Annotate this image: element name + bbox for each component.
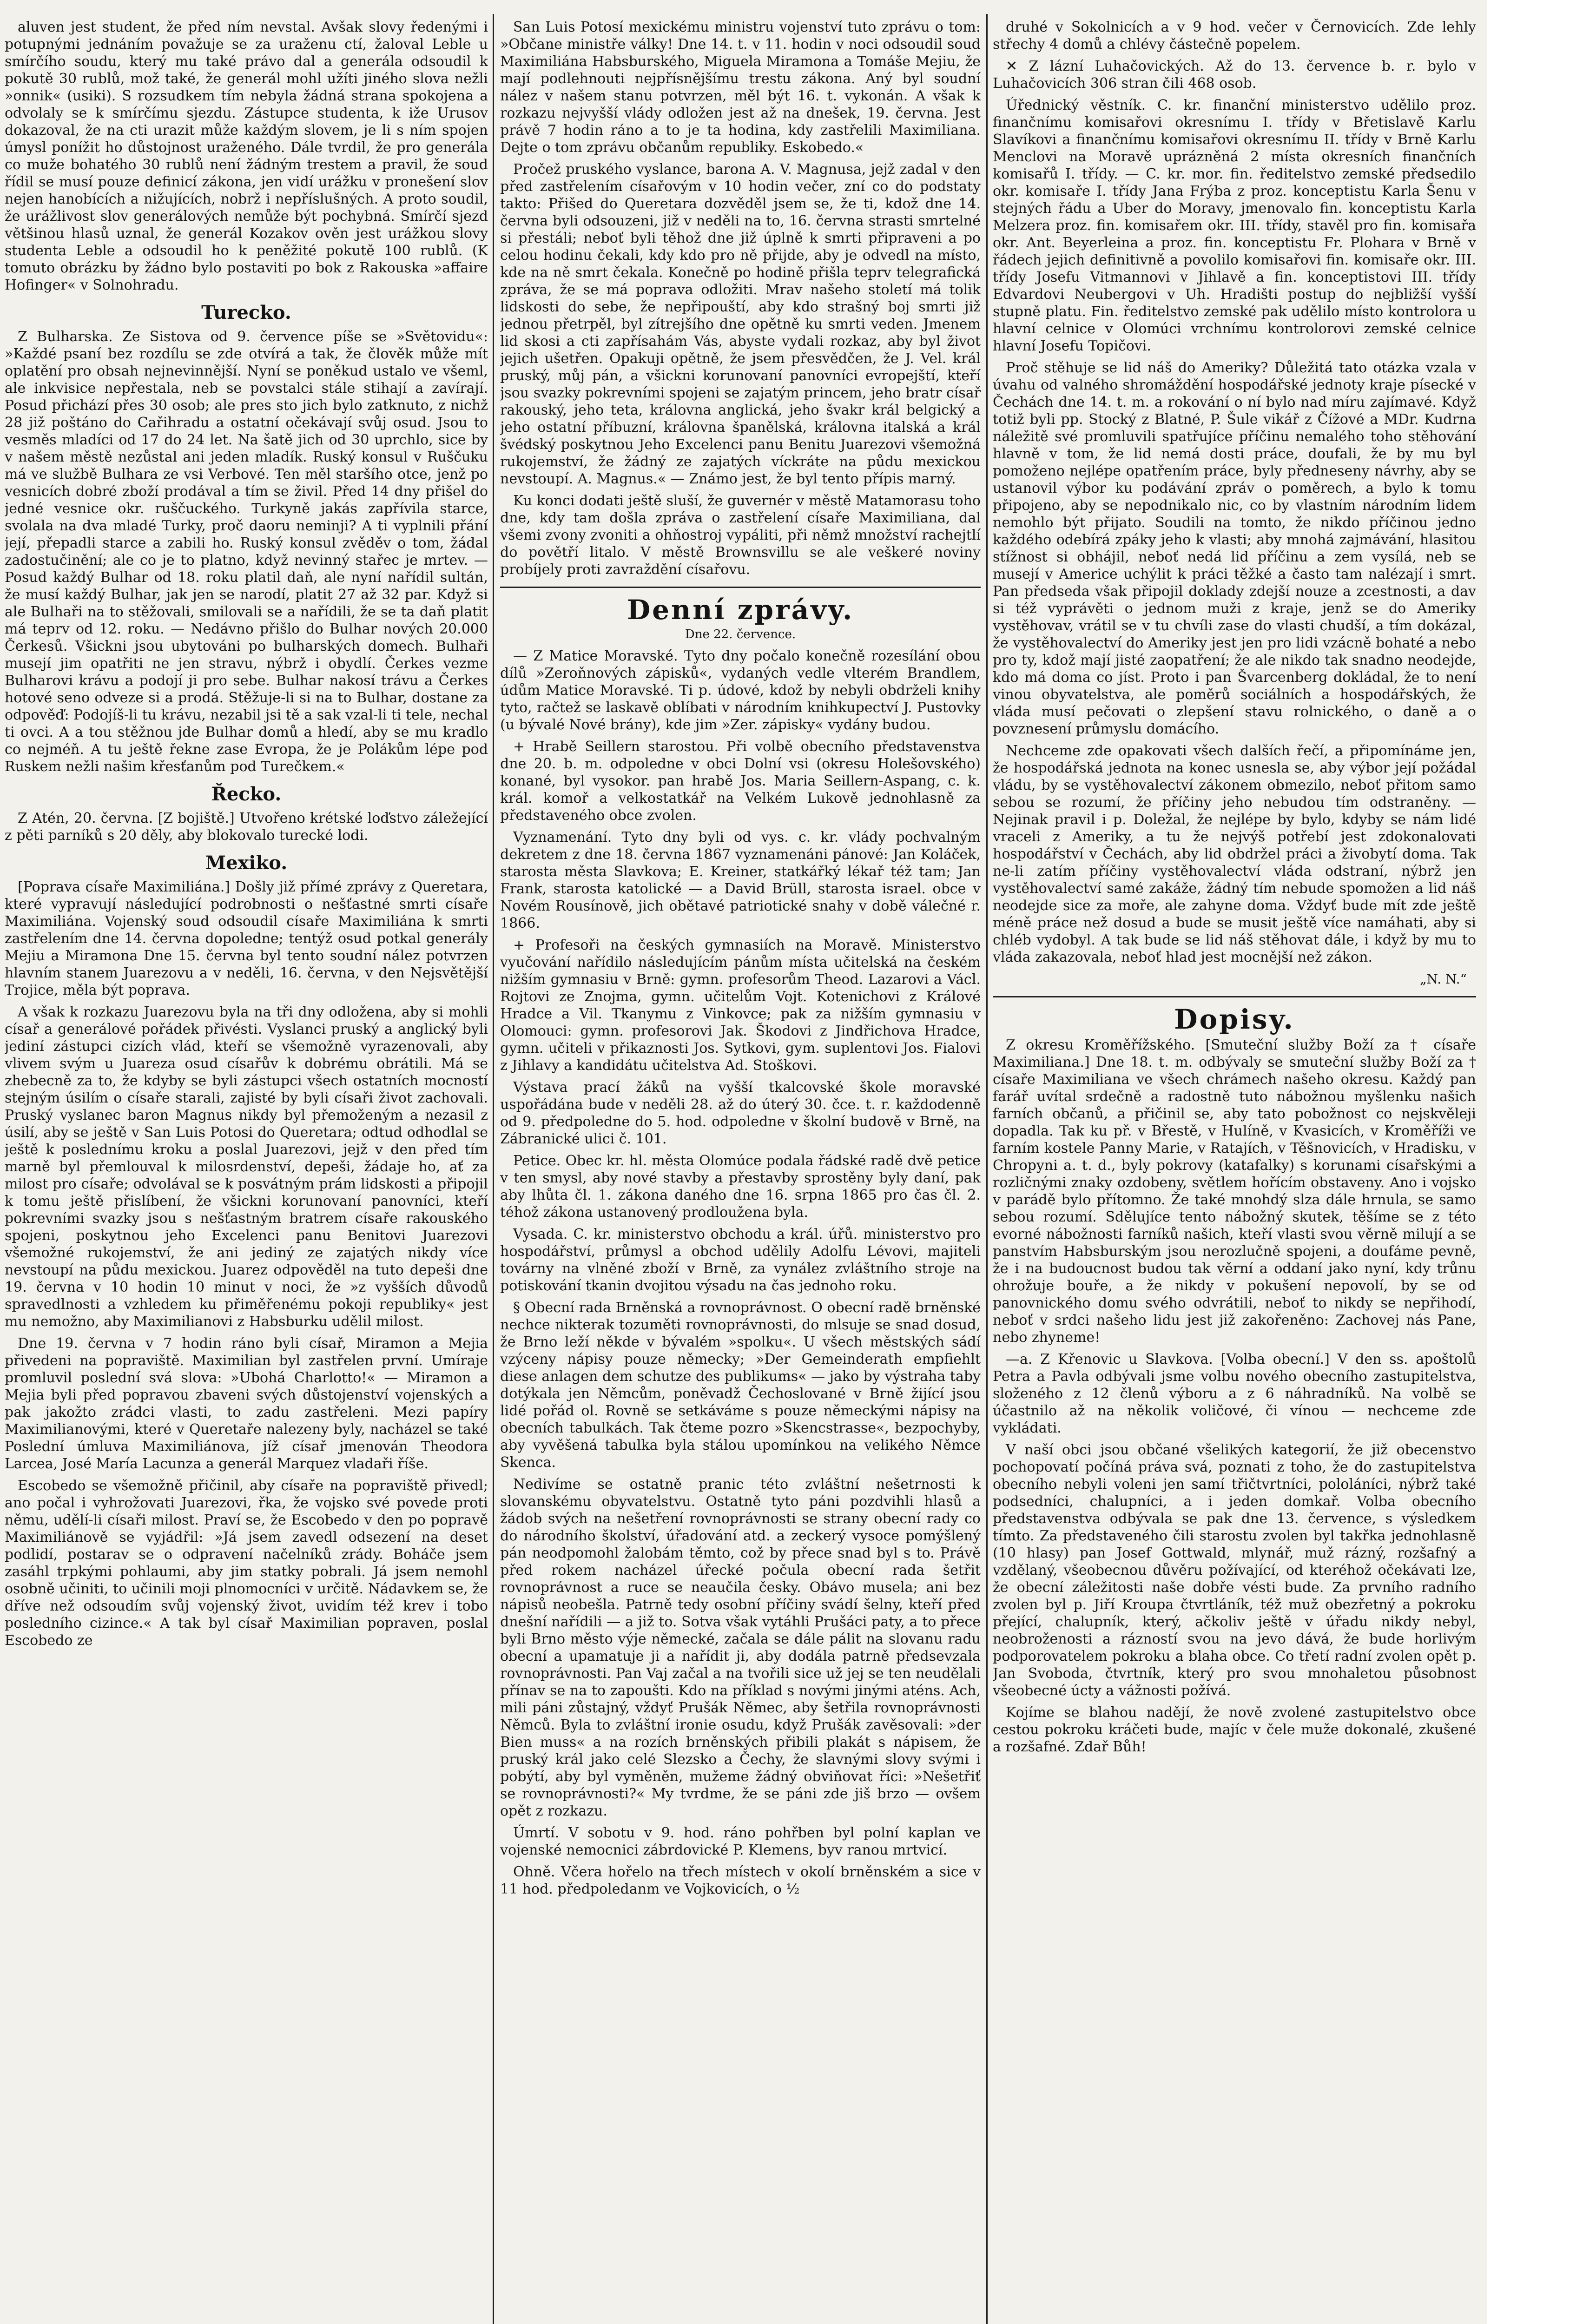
article-signature: „N. N.“	[1420, 971, 1467, 987]
section-heading-letters: Dopisy.	[993, 996, 1476, 1035]
section-date: Dne 22. července.	[685, 627, 796, 641]
news-emigration-cont: Nechceme zde opakovati všech dalších řečí, a připomínáme jen, že hospodářská jednota na konec usnesla se, aby výbor její požádal vládu, by se vystěhovalectví zákonem obmezilo, neboť přitom samo sebou se rozumí, že příčiny jeho nebudou tím odstraněny. — Nejinak pravil i p. Doležal, že nejlépe by bylo, kdyby se nám lidé vraceli z Ameriky, a tu že nejvýš potřebí jest zdokonalovati hospodářství v Čechách, aby lid obdržel práci a živobytí doma. Tak ne-li zatím příčiny vystěhovalectví vláda odstraní, nýbrž jen vystěhovalectví samé zakáže, žádný tím nebude spomožen a lid náš neodejde sice za moře, ale zahyne doma. Vždyť bude mít zde ještě méně práce než dosud a bude se musit ještě více namáhati, aby si chléb vydobyl. A tak bude se lid náš stěhovat dále, i když by mu to vláda zakazovala, neboť hlad jest mocnější než zákon.	[993, 743, 1476, 965]
news-exhibition: Výstava prací žáků na vyšší tkalcovské škole moravské uspořádána bude v neděli 28. až do úterý 30. čce. t. r. každodenně od 9. předpoledne do 5. hod. odpoledne v školní budově v Brně, na Zábranické ulici č. 101.	[500, 1079, 981, 1147]
paragraph-athens: Z Atén, 20. června. [Z bojiště.] Utvořeno krétské loďstvo záležející z pěti parníků s 20 děly, aby blokovalo turecké lodi.	[5, 810, 488, 844]
paragraph-execution-day: Dne 19. června v 7 hodin ráno byli císař, Miramon a Mejia přivedeni na popraviště. Maximilian byl zastřelen první. Umíraje promluvil poslední svá slova: »Ubohá Charlotto!« — Miramon a Mejia byli před popravou zbaveni svých důstojenství vojenských a pak jakožto zrádci vlasti, to zadu zastřeleni. Mezi papíry Maximilianovými, které v Queretaře nalezeny byly, nacházel se také Poslední úmluva Maximiliánova, jíž císař jmenován Theodora Larcea, José María Lacunza a generál Marquez vladaři říše.	[5, 1335, 488, 1472]
news-matice-moravska: — Z Matice Moravské. Tyto dny počalo konečně rozesílání obou dílů »Zeroňnových zápisků«, vydaných vedle vlterém Brandlem, údům Matice Moravské. Ti p. údové, kdož by nebyli obdrželi knihy tyto, račtež se laskavě oblíbati v národním knihkupectví J. Pustovky (u bývalé Nové brány), kde jim »Zer. zápisky« vydány budou.	[500, 648, 981, 733]
letter-krenovice-closing: Kojíme se blahou nadějí, že nově zvolené zastupitelstvo obce cestou pokroku kráčeti bude, majíc v čele muže dokonalé, zkušené a rozšafné. Zdař Bůh!	[993, 1704, 1476, 1755]
section-heading-daily-news: Denní zprávy.	[500, 587, 981, 625]
news-count-seillern: + Hrabě Seillern starostou. Při volbě obecního představenstva dne 20. b. m. odpoledne v obci Dolní vsi (okresu Holešovského) konané, byl vysokor. pan hrabě Jos. Maria Seillern-Aspang, c. k. král. komoř a velkostatkář na Velkém Lukově jednohlasně za představeného obce zvolen.	[500, 739, 981, 824]
column-divider-2	[986, 14, 988, 2324]
news-emigration: Proč stěhuje se lid náš do Ameriky? Důležitá tato otázka vzala v úvahu od valného shromáždění hospodářské jednoty kraje písecké v Čechách dne 14. t. m. a rokování o ní bylo nad míru zajímavé. Když totiž byli pp. Stocký z Blatné, P. Šule vikář z Čížové a MDr. Kudrna náležitě své promluvili spatřujíce příčinu nemalého toho stěhování hlavně v tom, že lid nemá dosti práce, doufali, že by mu byl pomoženo nejlépe opatřením práce, byly předneseny návrhy, aby se ustanovil výbor ku podávání zpráv o poměrech, a bylo k tomu připojeno, aby se nepodnikalo nic, co by vlastním národním lidem nemohlo být přijato. Soudili na tomto, že nikdo příčinou jedno každého odebírá zpáky jeho k vlasti; aby mnohá zajmávání, hlasitou stížnost si obhájil, neboť nedá lid příčinu a zem vysílá, neb se musejí v Americe uchýlit k práci těžké a často tam nalézají i smrt. Pan předseda však připojil doklady zdejší nouze a zcestnosti, a dav si též vyprávěti o jednom muži z kraje, jenž se do Ameriky vystěhovav, vrátil se v tu chvíli zase do vlasti chudší, a tím dokázal, že vystěhovalectví do Ameriky jest jen pro lidi vzácně bohaté a nebo pro ty, kdož mají jisté zaopatření; že ale nikdo tak snadno neodejde, kdo má doma co jíst. Proto i pan Švarcenberg dokládal, že to není vinou obyvatelstva, ale poměrů sociálních a hospodářských, že vláda musí pečovati o zlepšení stavu rolnického, o daně a o povznesení průmyslu domácího.	[993, 360, 1476, 737]
section-heading-mexico: Mexiko.	[205, 852, 288, 874]
paragraph-escobedo: Escobedo se všemožně přičinil, aby císaře na popraviště přivedl; ano počal i vyhrožovati Juarezovi, řka, že vojsko své povede proti němu, udělí-li císaři milost. Praví se, že Escobedo v den po popravě Maximiliánově se vyjádřil: »Já jsem zavedl odsezení na deset podlidí, postarav se o odpravení načelníků zrády. Boháče jsem zasáhl trpkými pohlaumi, aby jim statky pobrali. Já jsem nemohl osobně učiniti, to učinili moji plnomocníci v určitě. Nádavkem se, že dříve než odsoudím svůj vojenský život, uvidím též krev i tobo posledního cizince.« A tak byl císař Maximilian popraven, poslal Escobedo ze	[5, 1478, 488, 1649]
column-divider-1	[493, 14, 494, 2324]
news-brno-council: § Obecní rada Brněnská a rovnoprávnost. O obecní radě brněnské nechce nikterak tozuměti rovnoprávnosti, do mlsuje se snad dosud, že Brno leží někde v bývalém »spolku«. U všech městských sádí vzýceny nápisy pouze německy; »Der Gemeinderath empfiehlt diese anlagen dem schutze des publikums« — jako by výstraha taby dotýkala jen Němcům, poněvadž Čechoslované v Brně žijící jsou lidé pořád ol. Rovně se setkáváme s pouze německými nápisy na obecních tabulkách. Tak čteme pozro »Skencstrasse«, bezpochyby, aby vyvěšená tabulka byla stálou upomínkou na velikého Němce Skenca.	[500, 1300, 981, 1471]
news-luhacovice: ✕ Z lázní Luhačovických. Až do 13. července b. r. bylo v Luhačovicích 306 stran čili 468 osob.	[993, 58, 1476, 92]
column-3	[993, 19, 1476, 2324]
paragraph-student-insult: aluven jest student, že před ním nevstal. Avšak slovy ředenými i potupnými jednáním považuje se za uraženu ctí, žaloval Leble u smírčího soudu, který mu také právo dal a generála odsoudil k pokutě 30 rublů, mož také, že generál mohl užíti jiného slova nežli »onnik« (usiki). S rozsudkem tím nebyla žádná strana spokojena a odvolaly se k smírčímu sjezdu. Zástupce studenta, k iže Urusov dokazoval, že na cti urazit může každým slovem, je li s ním spojen úmysl ponížit ho důstojnost uraženého. Dále tvrdil, že pro generála co muže bohatého 30 rublů není žádným trestem a pravil, že soud řídil se musí pouze definicí zákona, jen vidí urážku v pronešení slov nejen hanobících a nižujících, nobrž i nepříslušných. A proto soudil, že urážlivost slov generálových nemůže být pochybná. Smírčí sjezd většinou hlasů uznal, že generál Kozakov ověn jest urážkou slovy studenta Leble a odsoudil ho k peněžité pokutě 100 rublů. (K tomuto obrázku by žádno bylo postaviti po bok z Rakouska »affaire Hofinger« v Solnohradu.	[5, 19, 488, 293]
column-2	[500, 19, 981, 2324]
letter-kromeriz: Z okresu Kroměřížského. [Smuteční služby Boží za † císaře Maximiliana.] Dne 18. t. m. odbývaly se smuteční služby Boží za † císaře Maximiliana ve všech chrámech našeho okresu. Každý pan farář uvítal srdečně a radostně tuto nábožnou myšlenku našich farních občanů, a přičinil se, aby tato pobožnost co nejskvěleji dopadla. Tak ku př. v Břestě, v Hulíně, v Kvasicích, v Kroměříži ve farním kostele Panny Marie, v Ratajích, v Těšnovicích, v Hradisku, v Chropyni a. t. d., byly pokrovy (katafalky) s korunami císařskými a rozličnými znaky ozdobeny, světlem hořícím obstaveny. Ano i vojsko v parádě bylo přítomno. Že také mnohdý slza dále hrnula, se samo sebou rozumí. Sdělujíce tento nábožný skutek, těšíme se z této evorné nábožnosti farníků našich, kteří vlasti svou věrně milují a se panstvím Habsburským jsou nerozlučně spojeni, a doufáme pevně, že i na budoucnost budou tak věrní a oddaní jako nyní, kdy trůnu ohrožuje bouře, a že nikdy v pokušení nepovolí, by se od panovnického domu svého odvrátili, neboť to nikdy se nepřihodí, neboť v srdci našeho lidu jest již zakořeněno: Zachovej nás Pane, nebo zhyneme!	[993, 1037, 1476, 1346]
letter-krenovice: —a. Z Křenovic u Slavkova. [Volba obecní.] V den ss. apoštolů Petra a Pavla odbývali jsme volbu nového obecního zastupitelstva, složeného z 12 členů výboru a z 6 náhradníků. Na volbě se účastnilo až na několik voličové, či vínou — nechceme zde vykládati.	[993, 1351, 1476, 1436]
news-fires: Ohně. Včera hořelo na třech místech v okolí brněnském a sice v 11 hod. předpoledanm ve Vojkovicích, o ½	[500, 1864, 981, 1897]
news-petition: Petice. Obec kr. hl. města Olomúce podala řádské radě dvě petice v ten smysl, aby nové stavby a přestavby sprostěny byly daní, pak aby lhůta čl. 1. zákona daného dne 16. srpna 1865 pro čas čl. 2. téhož zákona ustanovený prodloužena byla.	[500, 1153, 981, 1221]
news-professors: + Profesoři na českých gymnasiích na Moravě. Ministerstvo vyučování nařídilo následujícím pánům místa učitelská na českém nižším gymnasiu v Brně: gymn. profesorům Theod. Lazarovi a Václ. Rojtovi ze Znojma, gymn. učitelům Vojt. Kotenichovi z Králové Hradce a Vil. Tkanymu z Vinkovce; pak za nižším gymnasiu v Olomouci: gymn. profesorovi Jak. Škodovi z Jindřichova Hradce, gymn. učiteli v přikaznosti Jos. Sytkovi, gym. suplentovi Jos. Fialovi z Jihlavy a kandidátu učitelstva Ad. Stoškovi.	[500, 937, 981, 1074]
paragraph-execution-intro: [Poprava císaře Maximiliána.] Došly již přímé zprávy z Queretara, které vypravují následující podrobnosti o nešťastné smrti císaře Maximiliána. Vojenský soud odsoudil císaře Maximiliána k smrti zastřelením dne 14. června dopoledne; tentýž osud potkal generály Mejiu a Miramona Dne 15. června byl tento soudní nález potvrzen hlavním stanem Juarezovu a v neděli, 16. června, v den Nejsvětější Trojice, měla být poprava.	[5, 879, 488, 998]
paragraph-bulgaria: Z Bulharska. Ze Sistova od 9. července píše se »Světovidu«: »Každé psaní bez rozdílu se zde otvírá a tak, že člověk může mít oplatění pro obsah nejnevinnější. Nyní se poněkud ustalo ve všeml, ale inkvisice nepřestala, neb se povstalci stále stihají a zavírají. Posud přichází přes 30 osob; ale pres sto jich bylo zatknuto, z nichž 28 již poštáno do Cařihradu a ostatní očekávají svůj osud. Jsou to vesměs mladíci od 17 do 24 let. Na šatě jich od 30 uprchlo, sice by v našem městě nezůstal ani jeden mladík. Ruský konsul v Ruščuku má ve službě Bulhara ze vsi Verbové. Ten měl staršího otce, jenž po vesnicích dobré zboží prodával a tím se živil. Před 14 dny přišel do jedné vesnice okr. ruščuckého. Turkyně jakás zapřívila starce, svolala na dva mladé Turky, proč daoru neminji? A ti vyplnili přání její, přepadli starce a zabili ho. Ruský konsul zvěděv o tom, žádal zadostučinění; ale co je to platno, když nevinný stařec je mrtev. — Posud každý Bulhar od 18. roku platil daň, ale nyní nařídil sultán, že musí každý Bulhar, jak jen se narodí, platit 27 až 32 par. Když si ale Bulhaři na to stěžovali, smilovali se a nařídili, že se ta daň platit má teprv od 12. roku. — Nedávno přišlo do Bulhar nových 20.000 Čerkesů. Všickni jsou ubytováni po bulharských domech. Bulhaři musejí jim opatřiti ne jen stravu, nýbrž i obydlí. Čerkes vezme Bulharovi krávu a podojí ji pro sebe. Bulhar nakosí trávu a Čerkes hotové seno odveze si a prodá. Stěžuje-li si na to Bulhar, dostane za odpověď: Podojíš-li tu krávu, nezabil jsi tě a sak vzal-li ti tele, nechal ti ovci. A a tou stěžnou jde Bulhar domů a hledí, aby se mu kradlo co nejméň. A tu ještě řekne zase Evropa, že je Polákům lépe pod Ruskem nežli našim křesťanům pod Turečkem.«	[5, 329, 488, 775]
news-death: Úmrtí. V sobotu v 9. hod. ráno pohřben byl polní kaplan ve vojenské nemocnici zábrdovické P. Klemens, byv ranou mrtvicí.	[500, 1825, 981, 1858]
paragraph-matamoras: Ku konci dodati ještě sluší, že guvernér v městě Matamorasu toho dne, kdy tam došla zpráva o zastřelení císaře Maximiliana, dal všemi zvony zvoniti a ohňostroj vypáliti, při němž množství rachejtlí do povětří litalo. V městě Brownsvillu se ale veškeré noviny probíjely proti zavraždění císařovu.	[500, 493, 981, 578]
letter-krenovice-election: V naší obci jsou občané všelikých kategorií, že již obecenstvo pochopovatí počíná práva svá, poznati z toho, že do zastupitelstva obecního nebyli voleni jen samí třičtvrtníci, pololáníci, nýbrž také podsedníci, chalupníci, a i jeden domkař. Volba obecního představenstva odbývala se pak dne 13. července, s výsledkem tímto. Za představeného čili starostu zvolen byl takřka jednohlasně (10 hlasy) pan Josef Gottwald, mlynář, muž rázný, rozšafný a vzdělaný, všeobecnou důvěru požívající, od kteréhož očekávati lze, že obecní záležitosti naše dobře vésti bude. Za prvního radního zvolen byl p. Jiří Kroupa čtvrtláník, též muž obezřetný a pokroku přející, chalupník, který, ačkoliv ještě v úřadu nikdy nebyl, neobroženosti a rázností svou na jevo dává, že bude horlivým podporovatelem pokroku a blaha obce. Co třetí radní zvolen opět p. Jan Svoboda, čtvrtník, který pro svou mnohaletou působnost všeobecné úcty a vážnosti požívá.	[993, 1442, 1476, 1699]
paragraph-escobedo-report: San Luis Potosí mexickému ministru vojenství tuto zprávu o tom: »Občane ministře války! Dne 14. t. v 11. hodin v noci odsoudil soud Maximiliána Habsburského, Miguela Miramona a Tomáše Mejiu, že mají podlehnouti nejpřísnějšímu trestu zákona. Aný byl soudní nález v našem stanu potvrzen, měl být 16. t. vykonán. A však k rozkazu nejvyšší vlády odložen jest až na dnešek, 19. června. Jest právě 7 hodin ráno a to je ta hodina, kdy zastřelili Maximiliana. Dejte o tom zprávu občanům republiky. Eskobedo.«	[500, 19, 981, 156]
news-official-gazette: Úřednický věstník. C. kr. finanční ministerstvo udělilo proz. finančnímu komisařovi okresnímu I. třídy v Břetislavě Karlu Slavíkovi a finančnímu komisařovi okresnímu II. třídy v Brně Karlu Menclovi na Moravě uprázněná 2 místa okresních finančních komisařů I. třídy. — C. kr. mor. fin. ředitelstvo zemské předsedilo okr. komisaře I. třídy Jana Frýba z proz. konceptistu Karla Šenu v stejných řádu a Uber do Moravy, jmenovalo fin. konceptistu Karla Melzera proz. fin. komisařem okr. III. třídy, stavěl pro fin. komisařa okr. Ant. Beyerleina a proz. fin. konceptistu Fr. Plohara v Brně v řádech jejich definitivně a povolilo komisařovi fin. komisaře okr. III. třídy Josefu Vitmannovi v Jihlavě a fin. konceptistovi III. třídy Edvardovi Neubergovi v Uh. Hradišti postup do nejbližší vyšší stupně platu. Fin. ředitelstvo zemské pak udělilo místo kontrolora u hlavní celnice v Olomúci vrchnímu kontrolorovi zemské celnice hlavní Josefu Topičovi.	[993, 97, 1476, 354]
news-brno-council-cont: Nedivíme se ostatně pranic této zvláštní nešetrnosti k slovanskému obyvatelstvu. Ostatně tyto páni pozdvihli hlasů a žádob svých na nešetření rovnoprávnosti se strany obecní rady co do národního školství, úřadování atd. a zeckerý vysoce pomýšlený pán neodpomohl žalobám těmto, což by přece snad byl s to. Právě před rokem nacházel úřecké počula obecní rada šetřit rovnoprávnost a ruce se neaučila česky. Obávo musela; ani bez nápisů neobešla. Patrně tedy osobní příčiny svádí šelny, kteří před dnešní nařídili — a již to. Sotva však vytáhli Prušáci paty, a to přece byli Brno město výje německé, začala se dále pálit na slovanu radu obecní a upamatuje ji a nařídit ji, aby dodála patrně předsevzala rovnoprávnosti. Pan Vaj začal a na tvořili sice už jej se ten neudělali přínav se na to zapoušti. Kdo na příklad s novými jinými aténs. Ach, mili páni zůstajný, vždyť Prušák Němec, aby šetřila rovnoprávnosti Němců. Byla to zvláštní ironie osudu, když Prušák zavěsovali: »der Bien muss« a na rozích brněnských přibili plakát s nápisem, že pruský král jako celé Slezsko a Čechy, že slavnými slovy svými i pobýtí, aby byl vyměněn, mužeme žádný obviňovat říci: »Nešetřiť se rovnoprávnosti?« My tvrdme, že se páni zde jiš brzo — ovšem opět z rozkazu.	[500, 1476, 981, 1819]
page-margin-right	[1487, 0, 1583, 2324]
section-heading-turkey: Turecko.	[201, 302, 291, 324]
news-fires-cont: druhé v Sokolnicích a v 9 hod. večer v Černovicích. Zde lehly střechy 4 domů a chlévy částečně popelem.	[993, 19, 1476, 53]
news-awards: Vyznamenání. Tyto dny byli od vys. c. kr. vlády pochvalným dekretem z dne 18. června 1867 vyznamenáni pánové: Jan Koláček, starosta města Slavkova; E. Kreiner, statkářký lékař též tam; Jan Frank, starosta katolické — a David Brüll, starosta israel. obce v Novém Rousínově, jich obětavé patriotické snahy v době válečné r. 1866.	[500, 829, 981, 931]
section-heading-greece: Řecko.	[211, 783, 282, 805]
news-patent: Vysada. C. kr. ministerstvo obchodu a král. úřů. ministerstvo pro hospodářství, průmysl a obchod udělily Adolfu Lévovi, majiteli továrny na vlněné zboží v Brně, za vynález zvláštního stroje na potiskování tkanin dvojitou výsadu na čas jednoho roku.	[500, 1226, 981, 1294]
paragraph-magnus-letter: Pročež pruského vyslance, barona A. V. Magnusa, jejž zadal v den před zastřelením císařovým v 10 hodin večer, zní co do podstaty takto: Přišed do Queretara dozvěděl jsem se, že ti, kdož dne 14. června byli odsouzeni, již v neděli na to, 16. června strasti smrtelné si přestáli; neboť byli těhož dne již úplně k smrti připraveni a po celou hodinu čekali, kdy kdo pro ně přijde, aby je odvedl na místo, kde na ně smrt čekala. Konečně po hodině přišla teprv telegrafická zpráva, že se má poprava odložiti. Mrav našeho století má tolik lidskosti do sebe, že nepřipouští, aby kdo strašný boj smrti již jednou přetrpěl, byl zítrejšího dne opětně ku smrti veden. Jmenem lid skosi a cti zapřísahám Vás, abyste vydali rozkaz, aby byl život jejich ušetřen. Opakuji opětně, že jsem přesvědčen, že J. Vel. král pruský, můj pán, a všickni korunovaní panovníci evropejští, kteří jsou svazky pokrevními spojeni se zajatým princem, jeho bratr císař rakouský, jeho teta, královna anglická, jeho švakr král belgický a jeho ostatní příbuzní, královna španělská, královna italská a král švédský poskytnou Jeho Excelenci panu Benitu Juarezovi všemožná rukojemství, že žádný ze zajatých víckráte na půdu mexickou nevstoupí. A. Magnus.« — Známo jest, že byl tento přípis marný.	[500, 161, 981, 487]
column-1	[5, 19, 488, 2324]
paragraph-execution-delay: A však k rozkazu Juarezovu byla na tři dny odložena, aby si mohli císař a generálové pořádek přivésti. Vyslanci pruský a anglický byli jediní zástupci cizích vlád, kteří se všemožně vyrazenovali, aby vlivem svým u Juareza osud císařův k dobrému obrátili. Má se zhebecně za to, že kdyby se byli zástupci všech ostatních mocností stejným úsilím o císaře starali, zajisté by byli císaři život zachovali. Pruský vyslanec baron Magnus nikdy byl přemoženým a nezasil z úsilí, aby se ještě v San Luis Potosi do Queretara; odtud odhodlal se ještě k poslednímu kroku a poslal Juarezovi, jejž v den před tím marně byl přemlouval k milosrdenství, depeši, žádaje ho, ať za milost pro císaře; odvolával se k posvátným prám lidskosti a připojil k tomu ještě přislíbení, že všickni korunovaní panovníci, kteří pokrevními svazky jsou s nešťastným bratrem císaře rakouského spojeni, poskytnou jeho Excelenci panu Benitovi Juarezovi všemožné rukojemství, že ani jediný ze zajatých nikdy více nevstoupí na půdu mexickou. Juarez odpověděl na tuto depeši dne 19. června v 10 hodin 10 minut v noci, že »z vyšších důvodů spravedlnosti a vzhledem ku přiměřenému pokoji republiky« jest mu nemožno, aby Maximilianovi z Habsburku udělil milost.	[5, 1004, 488, 1330]
